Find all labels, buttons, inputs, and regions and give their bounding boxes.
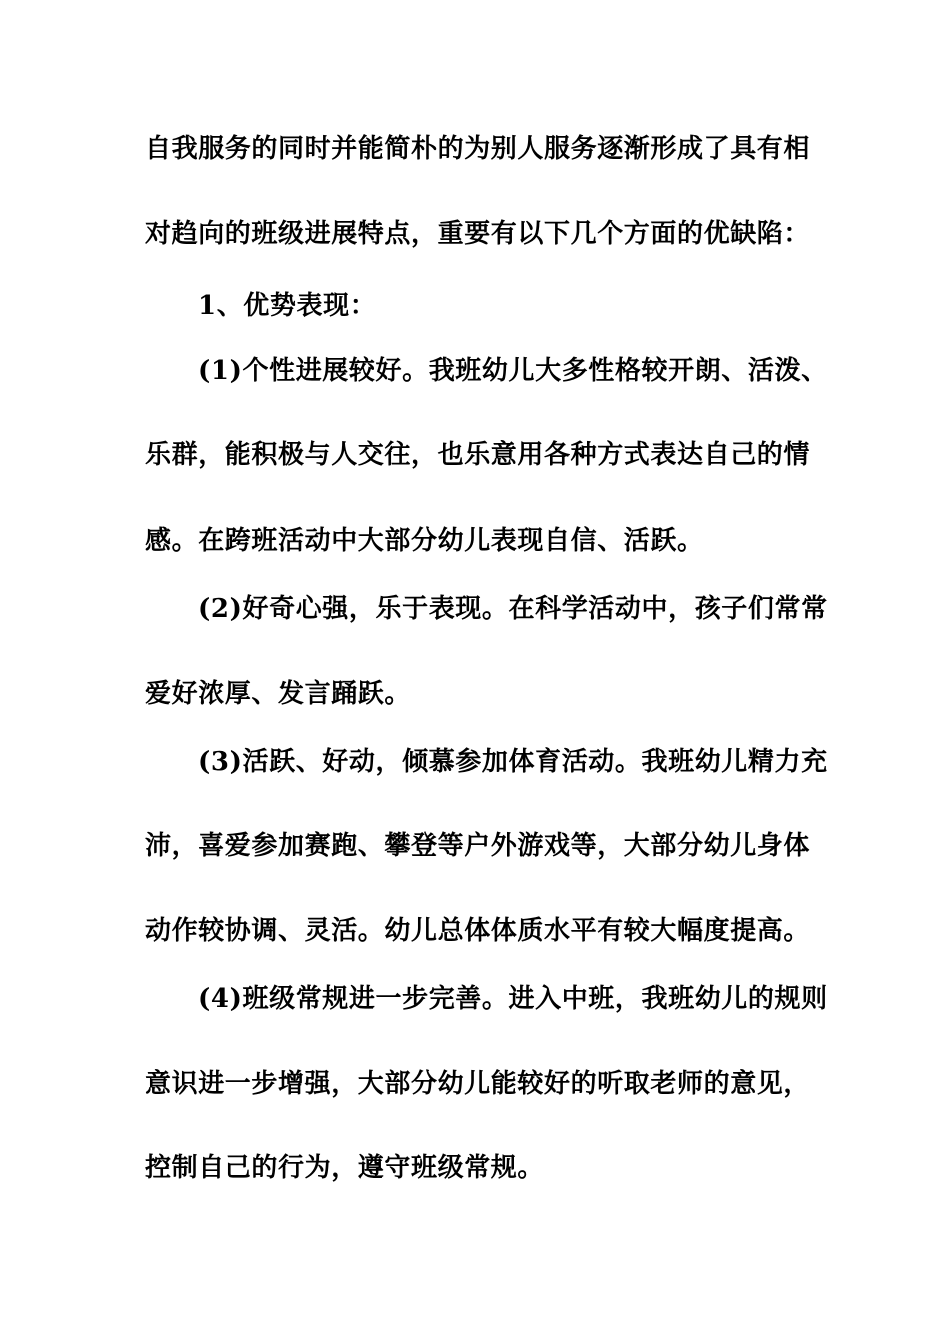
paragraph-line: (3)活跃、好动，倾慕参加体育活动。我班幼儿精力充 [198, 747, 828, 777]
paragraph-line: (2)好奇心强，乐于表现。在科学活动中，孩子们常常 [198, 594, 828, 624]
section-heading: 1、优势表现： [198, 291, 377, 321]
paragraph-line: 对趋向的班级进展特点，重要有以下几个方面的优缺陷： [145, 219, 811, 249]
paragraph-line: 沛，喜爱参加赛跑、攀登等户外游戏等，大部分幼儿身体 [145, 831, 811, 861]
paragraph-line: 感。在跨班活动中大部分幼儿表现自信、活跃。 [145, 526, 704, 556]
paragraph-line: 乐群，能积极与人交往，也乐意用各种方式表达自己的情 [145, 440, 811, 470]
paragraph-line: (1)个性进展较好。我班幼儿大多性格较开朗、活泼、 [198, 356, 828, 386]
paragraph-line: 爱好浓厚、发言踊跃。 [145, 679, 412, 709]
paragraph-line: 自我服务的同时并能简朴的为别人服务逐渐形成了具有相 [145, 134, 811, 164]
paragraph-line: 意识进一步增强，大部分幼儿能较好的听取老师的意见， [145, 1069, 811, 1099]
paragraph-line: (4)班级常规进一步完善。进入中班，我班幼儿的规则 [198, 984, 828, 1014]
paragraph-line: 动作较协调、灵活。幼儿总体体质水平有较大幅度提高。 [145, 916, 811, 946]
paragraph-line: 控制自己的行为，遵守班级常规。 [145, 1153, 545, 1183]
